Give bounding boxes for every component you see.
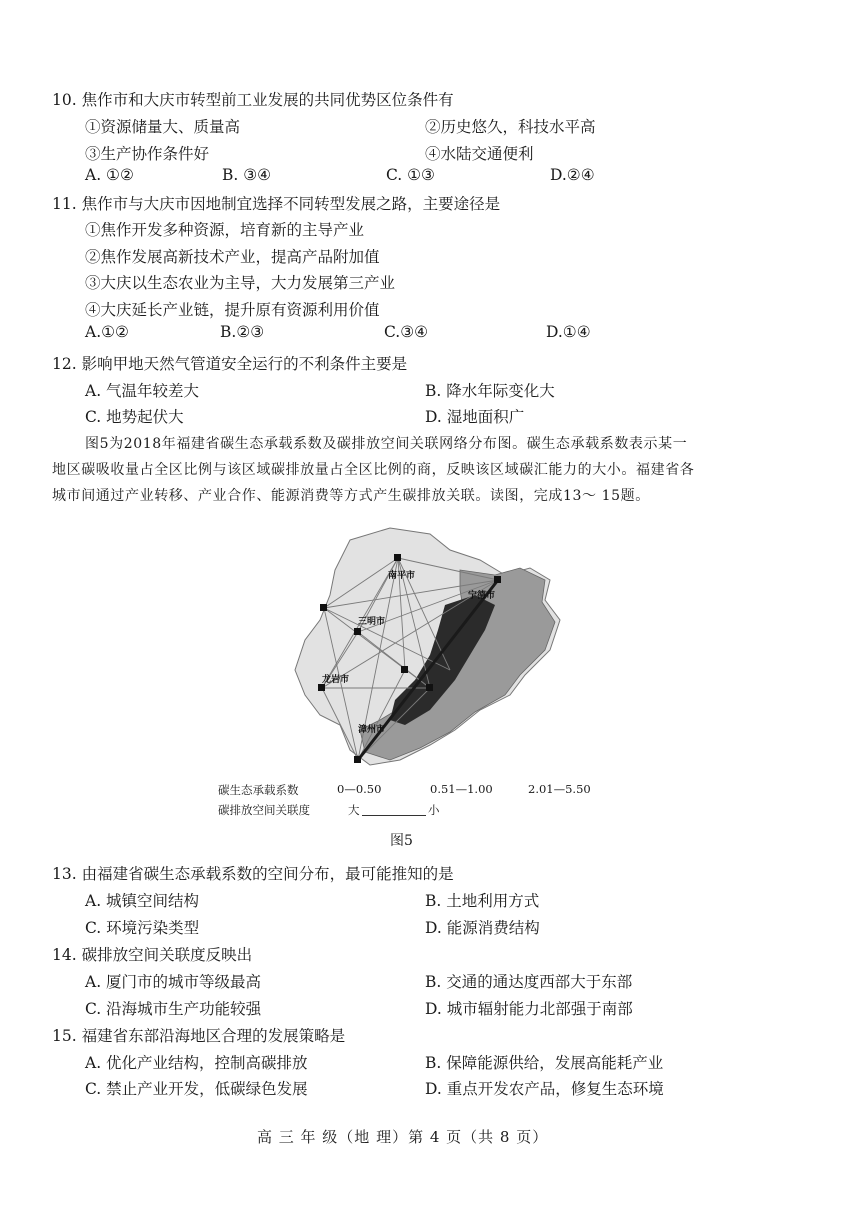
q14-choice-c: C. 沿海城市生产功能较强 bbox=[85, 1000, 262, 1018]
q15-choice-d: D. 重点开发农产品，修复生态环境 bbox=[425, 1080, 664, 1098]
q13-stem: 13. 由福建省碳生态承载系数的空间分布，最可能推知的是 bbox=[52, 865, 454, 883]
legend-range-2: 0.51—1.00 bbox=[430, 782, 493, 796]
q10-item-2: ②历史悠久，科技水平高 bbox=[425, 118, 596, 136]
legend-link-line bbox=[362, 815, 426, 816]
legend-small: 小 bbox=[428, 803, 440, 817]
city-label-zhangzhou: 漳州市 bbox=[358, 725, 386, 735]
q12-choice-a: A. 气温年较差大 bbox=[85, 382, 200, 400]
q13-choice-a: A. 城镇空间结构 bbox=[85, 892, 200, 910]
q11-choice-a: A.①② bbox=[85, 323, 129, 341]
q12-choice-c: C. 地势起伏大 bbox=[85, 408, 184, 426]
q10-choice-b: B. ③④ bbox=[222, 166, 272, 184]
q13-choice-b: B. 土地利用方式 bbox=[425, 892, 540, 910]
legend-big: 大 bbox=[348, 803, 360, 817]
page-footer: 高 三 年 级（地 理）第 4 页（共 8 页） bbox=[257, 1128, 549, 1146]
q11-choice-d: D.①④ bbox=[546, 323, 591, 341]
legend-coefficient-label: 碳生态承载系数 bbox=[218, 783, 299, 797]
intro-line-1: 图5为2018年福建省碳生态承载系数及碳排放空间关联网络分布图。碳生态承载系数表示某一 bbox=[85, 436, 688, 452]
q14-stem: 14. 碳排放空间关联度反映出 bbox=[52, 946, 253, 964]
q14-choice-a: A. 厦门市的城市等级最高 bbox=[85, 973, 262, 991]
q10-item-4: ④水陆交通便利 bbox=[425, 145, 534, 163]
legend-range-1: 0—0.50 bbox=[337, 782, 382, 796]
q12-choice-b: B. 降水年际变化大 bbox=[425, 382, 555, 400]
q11-item-2: ②焦作发展高新技术产业，提高产品附加值 bbox=[85, 248, 380, 266]
q13-choice-d: D. 能源消费结构 bbox=[425, 919, 540, 937]
city-label-longyan: 龙岩市 bbox=[322, 675, 350, 685]
intro-line-3: 城市间通过产业转移、产业合作、能源消费等方式产生碳排放关联。读图，完成13～ 15题。 bbox=[52, 488, 650, 504]
q10-item-1: ①资源储量大、质量高 bbox=[85, 118, 241, 136]
q10-choice-a: A. ①② bbox=[85, 166, 134, 184]
fujian-map-figure bbox=[280, 520, 620, 780]
q13-choice-c: C. 环境污染类型 bbox=[85, 919, 200, 937]
q14-choice-d: D. 城市辐射能力北部强于南部 bbox=[425, 1000, 633, 1018]
q11-stem: 11. 焦作市与大庆市因地制宜选择不同转型发展之路，主要途径是 bbox=[52, 195, 501, 213]
q15-choice-c: C. 禁止产业开发，低碳绿色发展 bbox=[85, 1080, 308, 1098]
legend-link-label: 碳排放空间关联度 bbox=[218, 803, 310, 817]
q11-item-1: ①焦作开发多种资源，培育新的主导产业 bbox=[85, 221, 365, 239]
q10-choice-c: C. ①③ bbox=[386, 166, 435, 184]
q12-stem: 12. 影响甲地天然气管道安全运行的不利条件主要是 bbox=[52, 355, 408, 373]
q15-choice-a: A. 优化产业结构，控制高碳排放 bbox=[85, 1054, 308, 1072]
city-label-ningde: 宁德市 bbox=[468, 591, 496, 601]
q10-choice-d: D.②④ bbox=[550, 166, 595, 184]
legend-range-3: 2.01—5.50 bbox=[528, 782, 591, 796]
q12-choice-d: D. 湿地面积广 bbox=[425, 408, 525, 426]
q15-choice-b: B. 保障能源供给，发展高能耗产业 bbox=[425, 1054, 664, 1072]
intro-line-2: 地区碳吸收量占全区比例与该区域碳排放量占全区比例的商，反映该区域碳汇能力的大小。福建省各 bbox=[52, 462, 695, 478]
q11-item-3: ③大庆以生态农业为主导，大力发展第三产业 bbox=[85, 274, 396, 292]
q10-item-3: ③生产协作条件好 bbox=[85, 145, 210, 163]
q11-choice-c: C.③④ bbox=[384, 323, 429, 341]
city-label-nanping: 南平市 bbox=[388, 571, 416, 581]
q10-stem: 10. 焦作市和大庆市转型前工业发展的共同优势区位条件有 bbox=[52, 91, 454, 109]
q11-choice-b: B.②③ bbox=[220, 323, 265, 341]
figure-caption: 图5 bbox=[390, 833, 413, 849]
q15-stem: 15. 福建省东部沿海地区合理的发展策略是 bbox=[52, 1027, 346, 1045]
q14-choice-b: B. 交通的通达度西部大于东部 bbox=[425, 973, 633, 991]
q11-item-4: ④大庆延长产业链，提升原有资源利用价值 bbox=[85, 301, 380, 319]
city-label-sanming: 三明市 bbox=[358, 617, 386, 627]
